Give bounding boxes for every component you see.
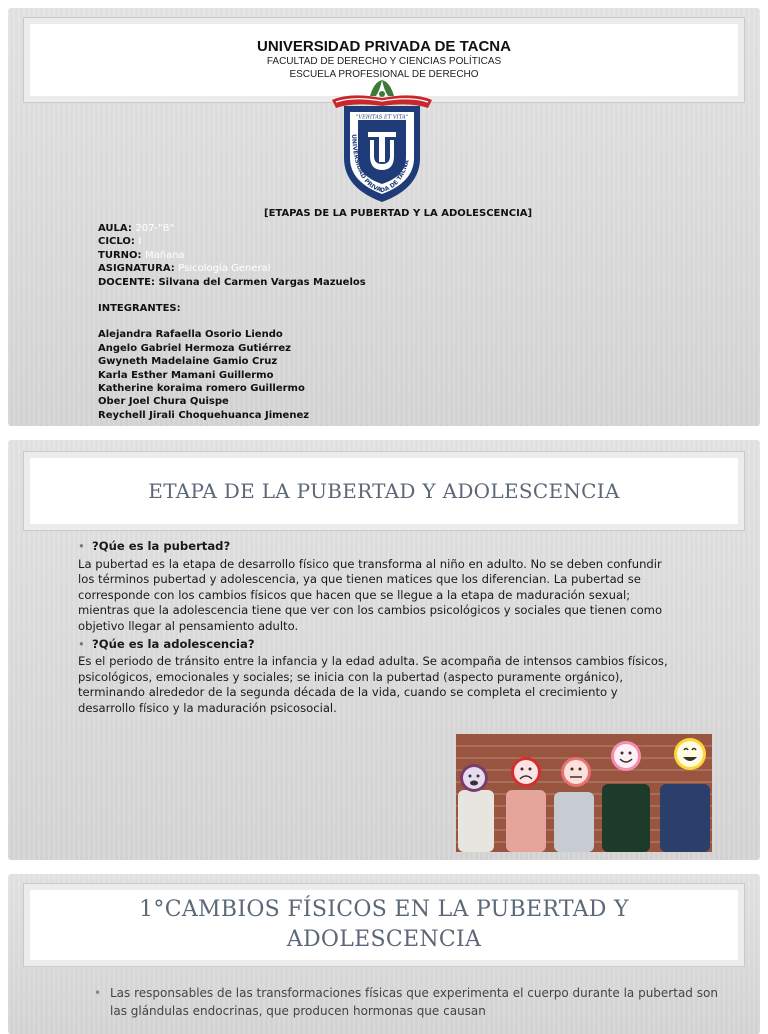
faculty-name: FACULTAD DE DERECHO Y CIENCIAS POLÍTICAS xyxy=(266,56,502,67)
members-label: INTEGRANTES: xyxy=(98,303,181,315)
member-item: Alejandra Rafaella Osorio Liendo xyxy=(98,329,283,341)
answer-pubertad: La pubertad es la etapa de desarrollo físico que transforma al niño en adulto. No se deben confundir los términos pubertad y adolescencia, ya que tienen matices que los diferencian. La pubertad se corresponde con los cambios físicos que hacen que se llegue a la etapa de maduración sexual; mientras que la adolescencia tiene que ver con los cambios psicológicos y sociales que tienen como objetivo llegar al pensamiento adulto. xyxy=(78,556,663,633)
university-crest-logo xyxy=(330,78,434,206)
slide3-text xyxy=(98,984,718,1020)
crest-motto: "VERITAS ET VITA" xyxy=(356,114,408,121)
slide-cover xyxy=(8,8,760,426)
slide3-title-box xyxy=(24,884,744,966)
slide2-title-box xyxy=(24,452,744,530)
member-item: Katherine koraima romero Guillermo xyxy=(98,383,305,395)
slide3-bullet: • Las responsables de las transformaciones físicas que experimenta el cuerpo durante la pubertad son las glándulas endocrinas, que producen hormonas que causan xyxy=(98,984,718,1020)
field-ciclo: CICLO: I xyxy=(98,236,142,248)
answer-adolescencia-2: psicológicos, emocionales y sociales; se inicia con la pubertad (aspecto puramente orgánico), terminando alrededor de la segunda década de la vida, cuando se completa el crecimiento y desarrollo físico y la maduración psicosocial. xyxy=(78,669,624,715)
field-aula: AULA: 207-"B" xyxy=(98,223,175,234)
crest-ring-text: UNIVERSIDAD PRIVADA DE TACNA xyxy=(350,134,411,195)
question-adolescencia: • ?Qúe es la adolescencia? xyxy=(78,637,678,653)
member-item: Gwyneth Madelaine Gamio Cruz xyxy=(98,356,278,368)
question-pubertad: • ?Qúe es la pubertad? xyxy=(78,539,678,555)
slide2-content xyxy=(78,538,678,717)
member-item: Reychell Jirali Choquehuanca Jimenez xyxy=(98,409,310,421)
member-item: Angelo Gabriel Hermoza Gutiérrez xyxy=(98,342,291,354)
field-asignatura: ASIGNATURA: Psicología General xyxy=(98,263,271,275)
school-name: ESCUELA PROFESIONAL DE DERECHO xyxy=(289,69,479,80)
slide2-title: ETAPA DE LA PUBERTAD Y ADOLESCENCIA xyxy=(148,479,620,503)
member-item: Karla Esther Mamani Guillermo xyxy=(98,369,274,381)
member-item: Ober Joel Chura Quispe xyxy=(98,396,229,408)
emotions-faces-photo xyxy=(456,734,712,852)
answer-adolescencia-1: Es el periodo de tránsito entre la infancia y la edad adulta. Se acompaña de intensos cambios físicos, xyxy=(78,654,668,669)
slide3-title: 1°CAMBIOS FÍSICOS EN LA PUBERTAD Y ADOLESCENCIA xyxy=(139,897,629,952)
cover-heading: [ETAPAS DE LA PUBERTAD Y LA ADOLESCENCIA] xyxy=(264,208,533,219)
slide-definitions xyxy=(8,440,760,860)
field-docente: DOCENTE: Silvana del Carmen Vargas Mazuelos xyxy=(98,276,366,288)
cover-info xyxy=(98,222,366,422)
field-turno: TURNO: Mañana xyxy=(98,249,185,261)
slide-physical-changes xyxy=(8,874,760,1034)
university-name: UNIVERSIDAD PRIVADA DE TACNA xyxy=(257,38,511,55)
